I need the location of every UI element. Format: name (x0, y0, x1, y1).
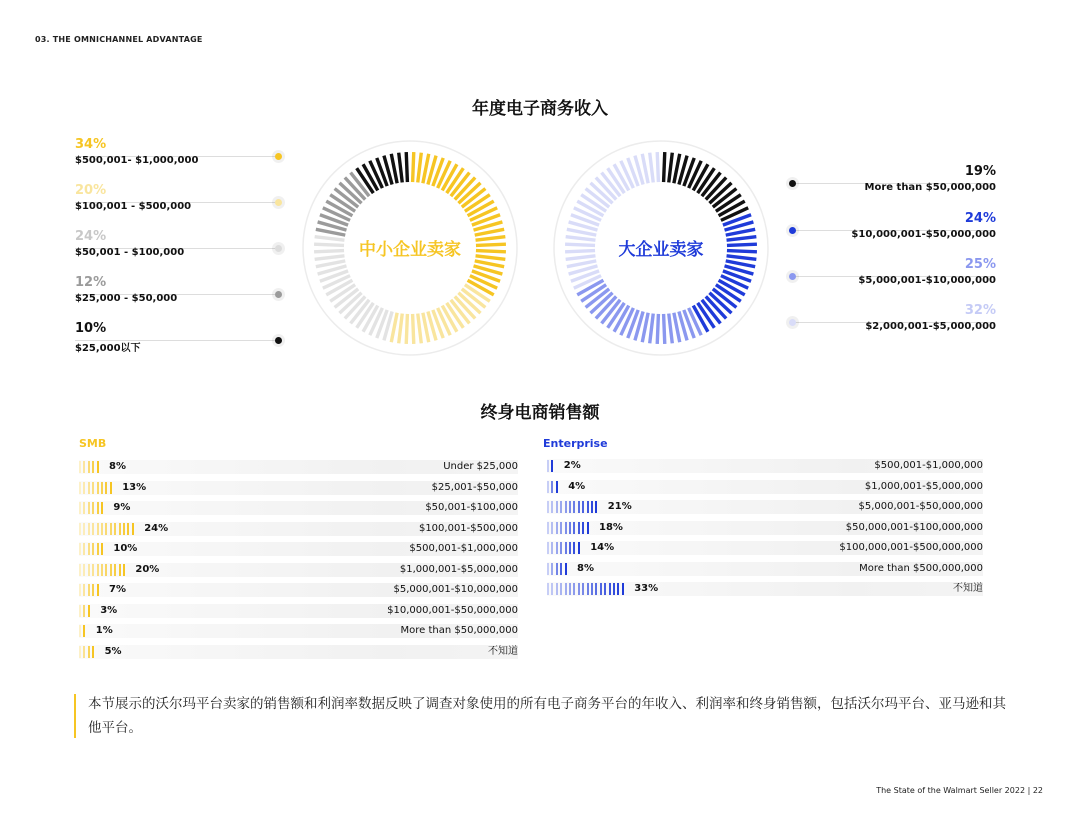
bar-tick (92, 646, 94, 658)
bar-tick (79, 502, 81, 514)
bar-tick (560, 542, 562, 554)
bar-tick (79, 605, 81, 617)
bar-value-label: 21% (607, 501, 632, 512)
bar-row (547, 459, 983, 473)
legend-percent: 24% (964, 211, 996, 226)
bar-row (79, 460, 518, 474)
bar-tick (79, 564, 81, 576)
bar-row (79, 604, 518, 618)
bar-tick (556, 501, 558, 513)
bar-category-label: $50,000,001-$100,000,000 (845, 521, 983, 533)
bar-tick (617, 583, 619, 595)
bar-value-label: 8% (577, 562, 594, 574)
bar-category-label: $1,000,001-$5,000,000 (864, 480, 983, 492)
bar-value-label: 13% (122, 481, 147, 493)
bar-tick (565, 542, 567, 554)
donut-tick (657, 314, 658, 344)
bar-row (79, 542, 518, 556)
donut-slice-4 (357, 152, 408, 193)
bar-tick (123, 564, 125, 576)
bar-tick (83, 625, 85, 637)
bar-row (79, 501, 518, 515)
bar-tick (101, 543, 103, 555)
note-accent-bar (74, 694, 76, 738)
bar-tick (101, 564, 103, 576)
bar-category-label: 不知道 (488, 645, 518, 657)
enterprise-series-label: Enterprise (543, 437, 608, 450)
bar-tick (110, 482, 112, 494)
bar-tick (119, 523, 121, 535)
bar-row (547, 480, 983, 494)
bar-tick (127, 523, 129, 535)
bar-tick (92, 523, 94, 535)
bar-tick (88, 543, 90, 555)
bar-tick (556, 583, 558, 595)
bar-tick (132, 523, 134, 535)
bar-tick (560, 501, 562, 513)
donut-slice-3 (316, 173, 369, 236)
bar-tick (97, 543, 99, 555)
bar-tick (88, 502, 90, 514)
bar-tick (83, 564, 85, 576)
legend-percent: 20% (75, 183, 107, 198)
bar-row (547, 541, 983, 555)
donut-slice-0 (413, 152, 506, 295)
bar-tick (79, 482, 81, 494)
bar-tick (591, 583, 593, 595)
legend-label: More than $50,000,000 (864, 182, 996, 193)
bar-tick (573, 583, 575, 595)
bar-category-label: More than $50,000,000 (400, 625, 518, 636)
bar-tick (609, 583, 611, 595)
legend-swatch-dot (789, 319, 796, 326)
bar-tick (114, 564, 116, 576)
bar-tick (83, 461, 85, 473)
bar-tick (578, 522, 580, 534)
bar-tick (97, 523, 99, 535)
legend-item (865, 303, 996, 332)
bar-tick (587, 583, 589, 595)
bar-tick (88, 461, 90, 473)
bar-category-label: $10,000,001-$50,000,000 (387, 604, 518, 616)
bar-value-label: 18% (599, 521, 623, 533)
bar-tick (83, 502, 85, 514)
bar-tick (92, 482, 94, 494)
donut-slice-1 (693, 215, 757, 332)
bar-value-label: 1% (95, 625, 113, 636)
donut-tick (418, 314, 422, 344)
bar-tick (547, 583, 549, 595)
bar-tick (569, 583, 571, 595)
bar-tick (551, 583, 553, 595)
bar-tick (83, 605, 85, 617)
bar-tick (551, 481, 553, 493)
bar-tick (92, 461, 94, 473)
bar-tick (573, 501, 575, 513)
legend-label: $100,001 - $500,000 (75, 201, 192, 212)
donut-tick (664, 152, 665, 182)
lifetime-sales-title: 终身电商销售额 (480, 403, 600, 423)
bar-tick (551, 501, 553, 513)
bar-category-label: $100,000,001-$500,000,000 (839, 542, 983, 553)
bar-category-label: $500,001-$1,000,000 (409, 543, 518, 554)
annual-revenue-title: 年度电子商务收入 (472, 99, 608, 119)
bar-tick (587, 501, 589, 513)
legend-percent: 32% (964, 303, 996, 318)
bar-tick (551, 460, 553, 472)
bar-tick (92, 564, 94, 576)
donut-tick (399, 153, 403, 183)
bar-tick (595, 501, 597, 513)
bar-tick (92, 502, 94, 514)
bar-category-label: $100,001-$500,000 (418, 522, 518, 534)
bar-tick (83, 646, 85, 658)
bar-tick (79, 625, 81, 637)
bar-row (547, 562, 983, 576)
bar-tick (622, 583, 624, 595)
bar-tick (613, 583, 615, 595)
bar-row (547, 521, 983, 535)
donut-tick (406, 152, 407, 182)
bar-tick (79, 461, 81, 473)
bar-row (547, 500, 983, 514)
bar-tick (79, 543, 81, 555)
bar-category-label: $5,000,001-$10,000,000 (393, 584, 518, 595)
legend-label: $50,001 - $100,000 (75, 247, 185, 258)
bar-tick (92, 584, 94, 596)
donut-tick (406, 314, 407, 344)
bar-tick (79, 584, 81, 596)
bar-tick (88, 646, 90, 658)
legend-percent: 10% (75, 321, 107, 336)
bar-tick (578, 501, 580, 513)
bar-tick (83, 543, 85, 555)
bar-category-label: $500,001-$1,000,000 (874, 460, 983, 471)
bar-tick (88, 584, 90, 596)
bar-tick (551, 522, 553, 534)
donut-slice-1 (391, 285, 490, 344)
bar-tick (97, 502, 99, 514)
bar-value-label: 2% (563, 460, 581, 471)
donut-tick (669, 314, 673, 344)
bar-value-label: 7% (109, 584, 126, 595)
bar-tick (556, 522, 558, 534)
bar-value-label: 9% (113, 502, 131, 513)
bar-tick (105, 482, 107, 494)
bar-tick (83, 482, 85, 494)
bar-tick (591, 501, 593, 513)
bar-tick (582, 583, 584, 595)
bar-tick (578, 583, 580, 595)
bar-value-label: 20% (135, 563, 160, 575)
legend-percent: 24% (75, 229, 107, 244)
smb-series-label: SMB (79, 437, 107, 450)
donut-tick (413, 314, 414, 344)
bar-tick (565, 501, 567, 513)
bar-tick (556, 563, 558, 575)
legend-swatch-dot (789, 227, 796, 234)
bar-tick (101, 523, 103, 535)
donut-tick (664, 314, 665, 344)
legend-swatch-dot (789, 273, 796, 280)
legend-percent: 25% (964, 257, 996, 272)
bar-tick (560, 522, 562, 534)
bar-tick (97, 564, 99, 576)
legend-label: $500,001- $1,000,000 (75, 155, 199, 166)
bar-tick (123, 523, 125, 535)
bar-category-label: $50,001-$100,000 (425, 502, 518, 513)
legend-swatch-dot (789, 180, 796, 187)
bar-tick (97, 461, 99, 473)
bar-row (79, 624, 518, 638)
bar-value-label: 24% (144, 522, 169, 534)
legend-item (858, 257, 996, 286)
bar-tick (83, 584, 85, 596)
bar-row (79, 645, 518, 659)
bar-tick (547, 460, 549, 472)
bar-tick (560, 583, 562, 595)
smb-donut-center-label: 中小企业卖家 (359, 240, 461, 260)
bar-tick (565, 522, 567, 534)
legend-label: $25,000以下 (75, 343, 141, 354)
bar-tick (604, 583, 606, 595)
bar-tick (569, 542, 571, 554)
bar-tick (88, 564, 90, 576)
bar-value-label: 4% (568, 480, 586, 492)
legend-label: $25,000 - $50,000 (75, 293, 178, 304)
bar-tick (110, 523, 112, 535)
page-footer: The State of the Walmart Seller 2022 | 22 (876, 786, 1043, 795)
bar-value-label: 14% (590, 542, 615, 553)
bar-value-label: 5% (104, 645, 122, 657)
bar-tick (83, 523, 85, 535)
bar-tick (547, 563, 549, 575)
bar-category-label: Under $25,000 (443, 461, 518, 472)
bar-row (79, 522, 518, 536)
enterprise-donut-center-label: 大企业卖家 (618, 240, 704, 260)
donut-slice-2 (577, 280, 701, 344)
bar-row (547, 582, 983, 596)
bar-tick (547, 542, 549, 554)
bar-tick (565, 563, 567, 575)
section-label: 03. THE OMNICHANNEL ADVANTAGE (35, 35, 203, 44)
bar-row (79, 583, 518, 597)
donut-tick (413, 152, 414, 182)
bar-tick (547, 481, 549, 493)
bar-category-label: More than $500,000,000 (859, 562, 983, 574)
bar-value-label: 10% (113, 543, 138, 554)
legend-label: $10,000,001-$50,000,000 (851, 229, 996, 240)
donut-tick (418, 153, 422, 183)
legend-label: $5,000,001-$10,000,000 (858, 275, 996, 286)
bar-category-label: 不知道 (953, 583, 983, 594)
bar-tick (114, 523, 116, 535)
bar-tick (88, 605, 90, 617)
bar-tick (582, 522, 584, 534)
legend-item (865, 164, 996, 193)
donut-tick (399, 314, 403, 344)
bar-value-label: 3% (100, 604, 118, 616)
bar-tick (547, 501, 549, 513)
bar-tick (547, 522, 549, 534)
bar-tick (97, 482, 99, 494)
bar-category-label: $25,001-$50,000 (431, 481, 518, 493)
legend-label: $2,000,001-$5,000,000 (865, 321, 996, 332)
bar-value-label: 8% (109, 461, 126, 472)
bar-value-label: 33% (634, 583, 659, 594)
bar-tick (97, 584, 99, 596)
donut-tick (650, 153, 654, 183)
bar-category-label: $1,000,001-$5,000,000 (399, 563, 518, 575)
donut-tick (650, 314, 654, 344)
bar-track (79, 645, 518, 659)
bar-tick (600, 583, 602, 595)
bar-tick (573, 542, 575, 554)
donut-slice-3 (565, 152, 658, 288)
legend-item (851, 211, 996, 240)
bar-tick (551, 542, 553, 554)
bar-tick (595, 583, 597, 595)
bar-tick (565, 583, 567, 595)
bar-tick (88, 482, 90, 494)
bar-tick (560, 563, 562, 575)
bar-tick (105, 523, 107, 535)
bar-tick (582, 501, 584, 513)
bar-tick (587, 522, 589, 534)
bar-tick (569, 501, 571, 513)
donut-tick (669, 153, 673, 183)
bar-tick (119, 564, 121, 576)
bar-row (79, 481, 518, 495)
legend-percent: 12% (75, 275, 107, 290)
bar-tick (551, 563, 553, 575)
bar-tick (573, 522, 575, 534)
bar-category-label: $5,000,001-$50,000,000 (858, 501, 983, 512)
legend-percent: 34% (75, 137, 107, 152)
donut-tick (657, 152, 658, 182)
donut-slice-0 (664, 152, 749, 220)
bar-tick (578, 542, 580, 554)
legend-percent: 19% (964, 164, 996, 179)
bar-tick (101, 502, 103, 514)
bar-tick (79, 523, 81, 535)
bar-tick (92, 543, 94, 555)
bar-tick (569, 522, 571, 534)
bar-tick (556, 542, 558, 554)
bar-tick (556, 481, 558, 493)
bar-tick (105, 564, 107, 576)
bar-row (79, 563, 518, 577)
bar-tick (110, 564, 112, 576)
bar-tick (79, 646, 81, 658)
bar-tick (101, 482, 103, 494)
note-text: 本节展示的沃尔玛平台卖家的销售额和利润率数据反映了调查对象使用的所有电子商务平台的年收入、利润率和终身销售额，包括沃尔玛平台、亚马逊和其他平台。 (88, 696, 1006, 736)
bar-tick (88, 523, 90, 535)
